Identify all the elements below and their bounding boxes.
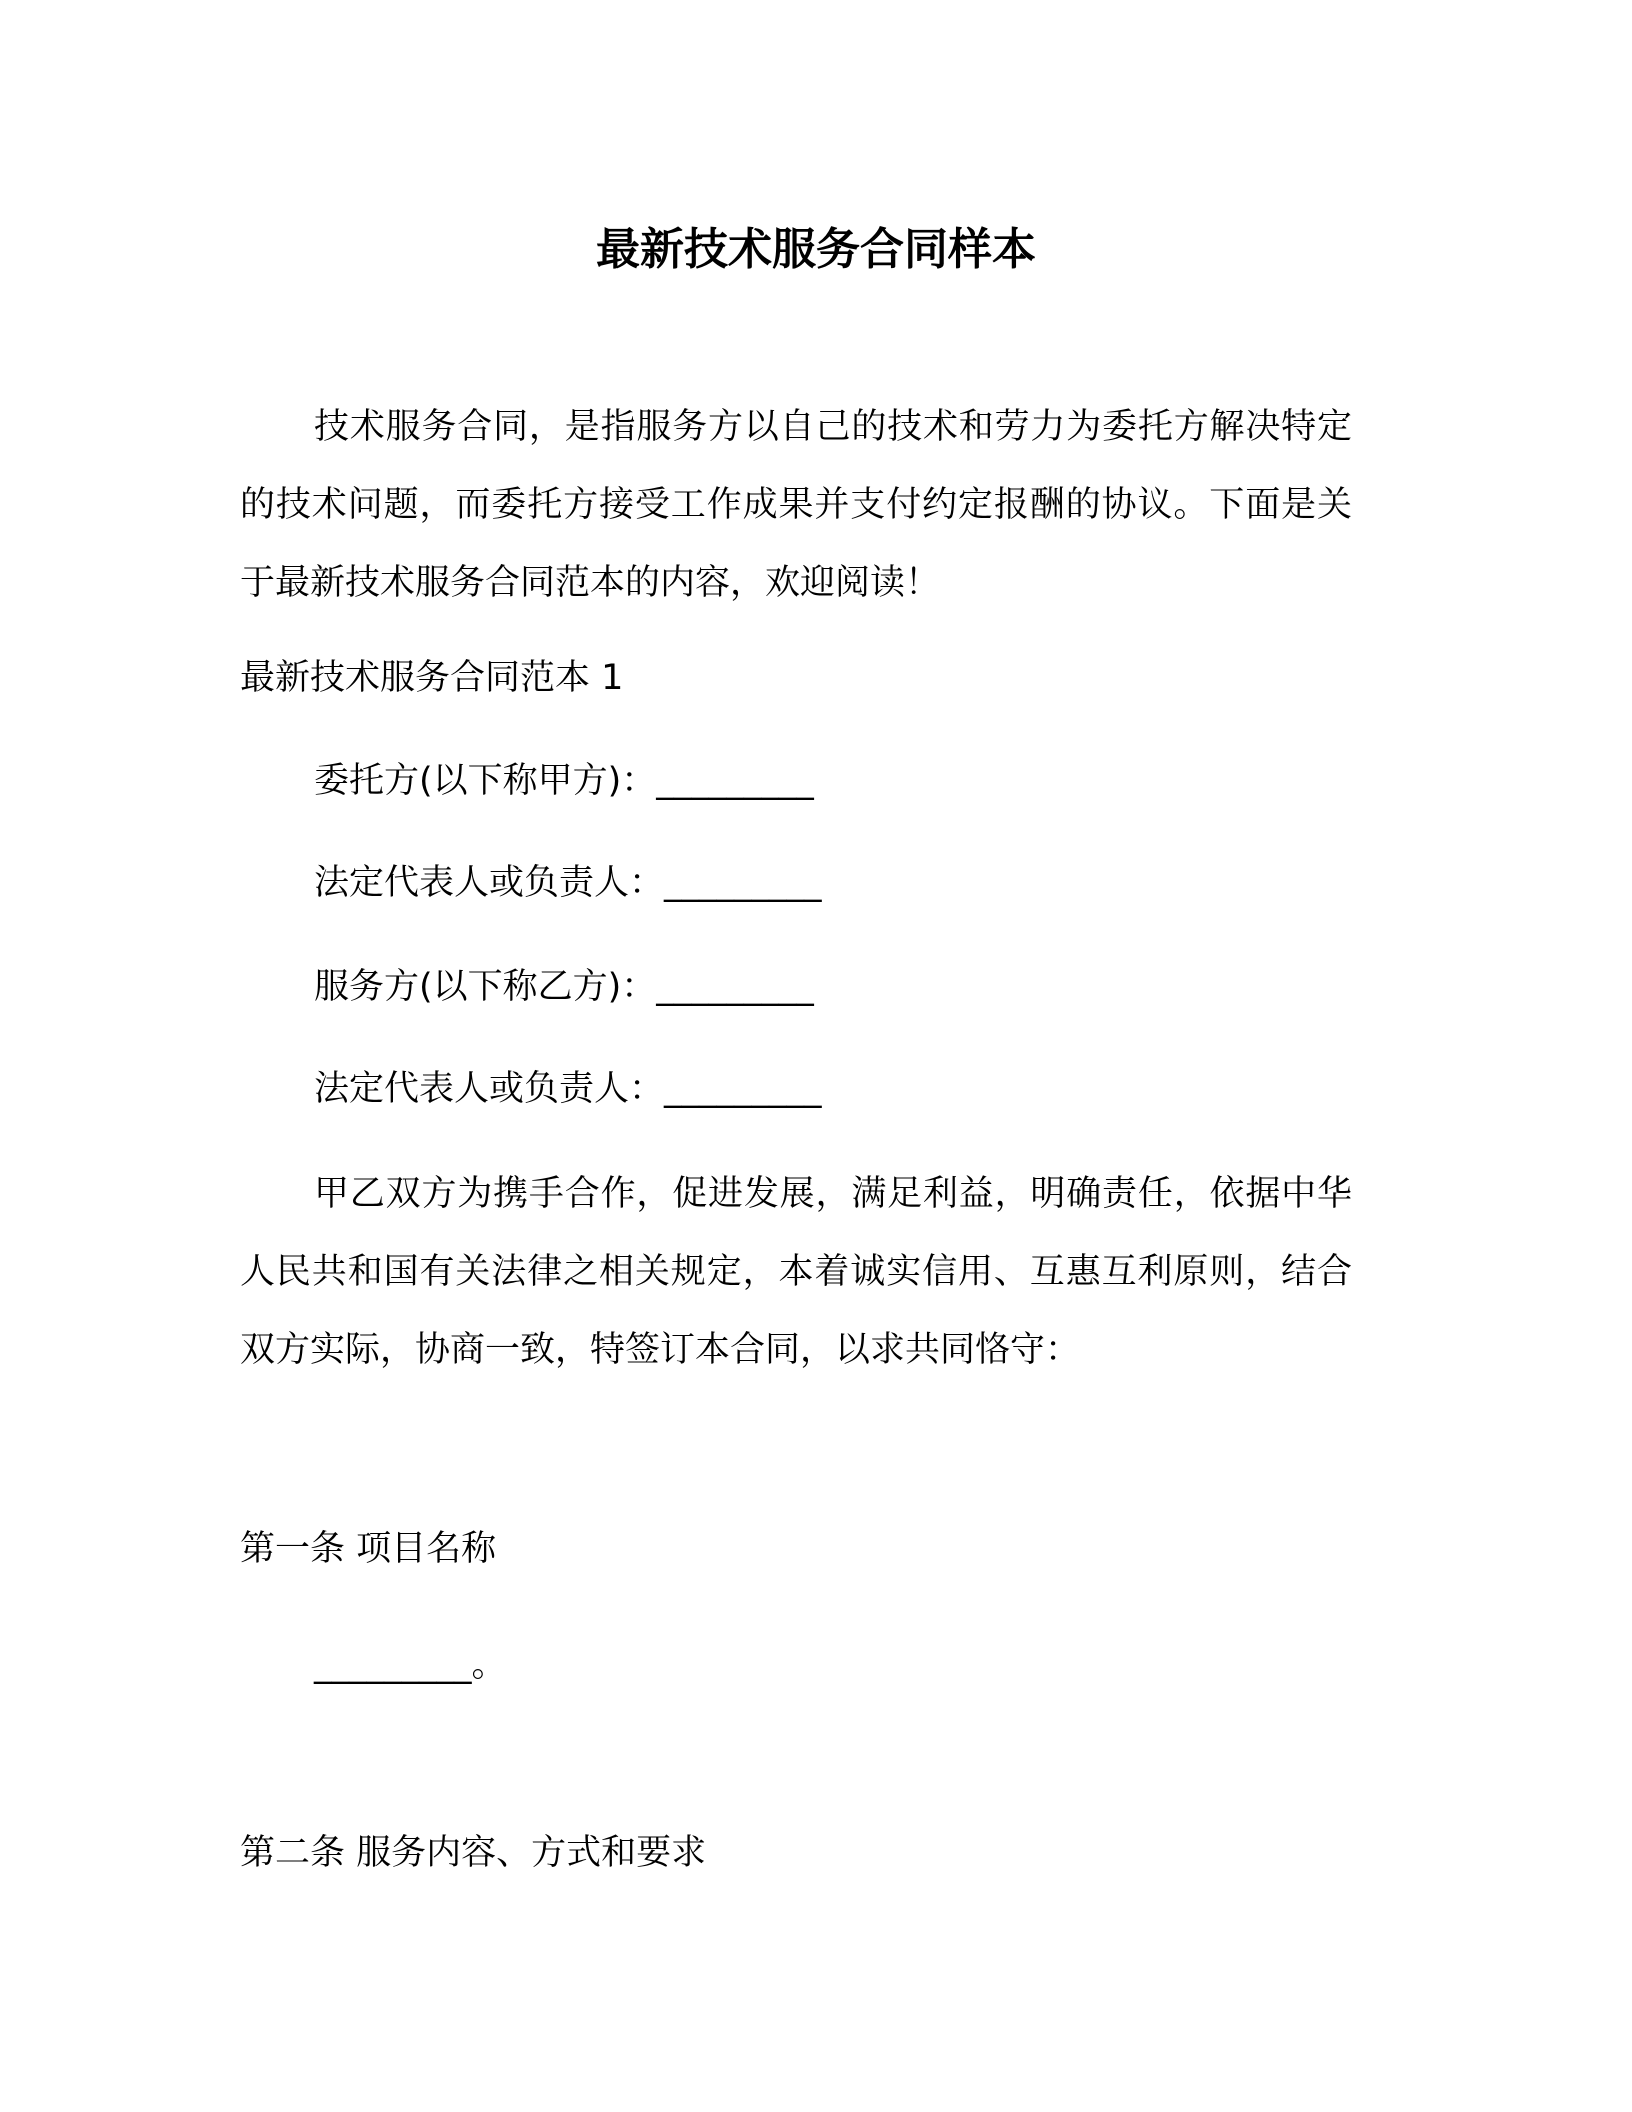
article-2-heading: 第二条 服务内容、方式和要求 (240, 1833, 707, 1873)
intro-paragraph: 技术服务合同，是指服务方以自己的技术和劳力为委托方解决特定的技术问题，而委托方接受工作成果并支付约定报酬的协议。下面是关于最新技术服务合同范本的内容，欢迎阅读！ (240, 407, 1352, 603)
party-a-representative-field: 法定代表人或负责人：_________ (314, 863, 822, 903)
sample-heading: 最新技术服务合同范本 1 (240, 658, 624, 698)
article-1-heading: 第一条 项目名称 (240, 1529, 497, 1569)
party-b-field: 服务方(以下称乙方)：_________ (314, 967, 814, 1007)
party-a-field: 委托方(以下称甲方)：_________ (314, 761, 814, 801)
article-1-blank: _________。 (314, 1645, 507, 1685)
preamble-paragraph: 甲乙双方为携手合作，促进发展，满足利益，明确责任，依据中华人民共和国有关法律之相关规定，本着诚实信用、互惠互利原则，结合双方实际，协商一致，特签订本合同，以求共同恪守： (240, 1174, 1352, 1370)
party-b-representative-field: 法定代表人或负责人：_________ (314, 1069, 822, 1109)
document-title: 最新技术服务合同样本 (596, 224, 1036, 275)
